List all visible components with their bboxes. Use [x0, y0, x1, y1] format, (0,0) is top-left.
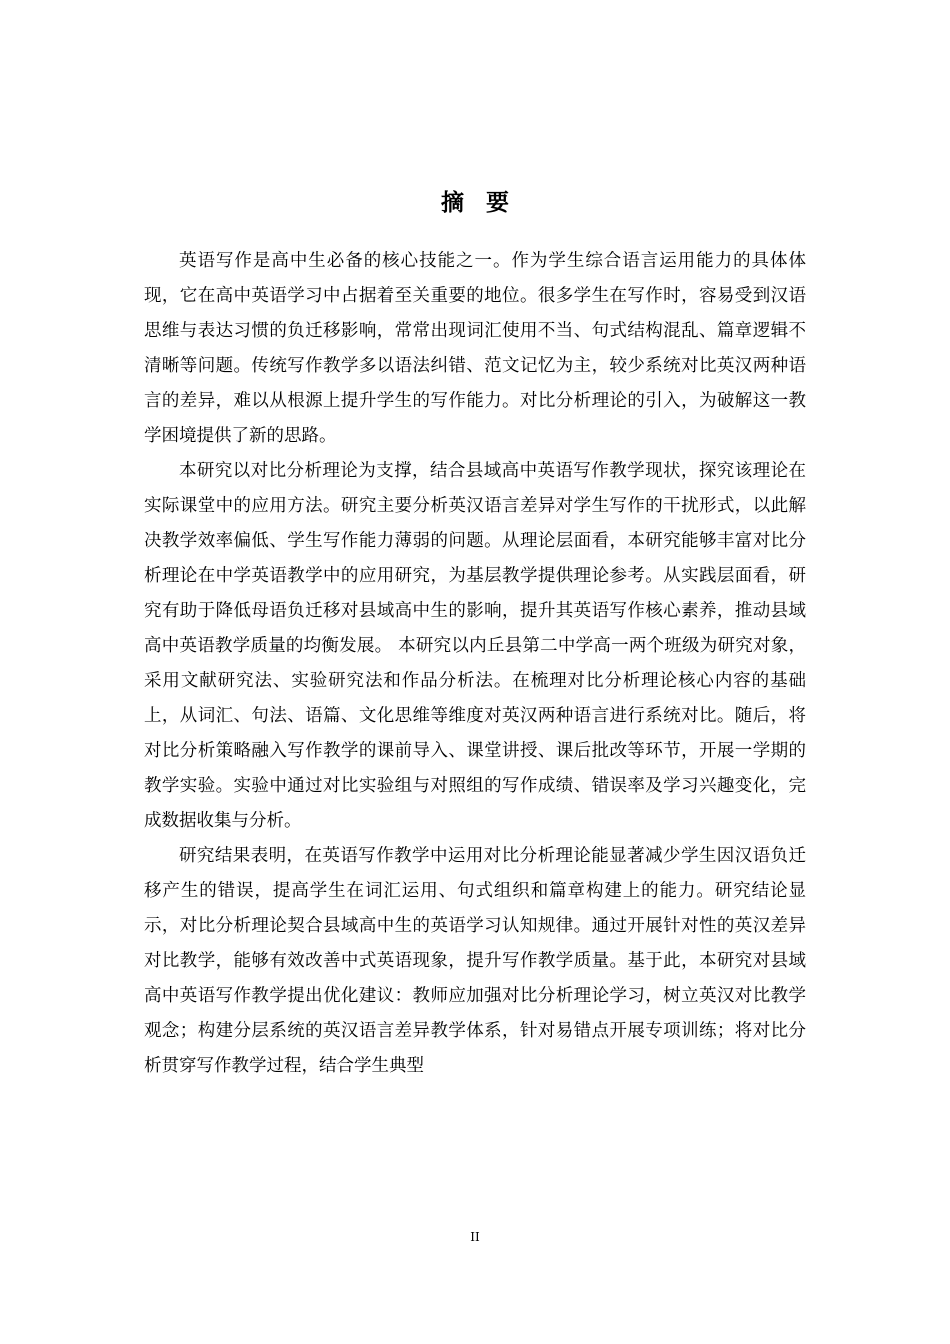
abstract-paragraph-1: 英语写作是高中生必备的核心技能之一。作为学生综合语言运用能力的具体体现，它在高中英语学习中占据着至关重要的地位。很多学生在写作时，容易受到汉语思维与表达习惯的负迁移影响，常常出现词汇使用不当、句式结构混乱、篇章逻辑不清晰等问题。传统写作教学多以语法纠错、范文记忆为主，较少系统对比英汉两种语言的差异，难以从根源上提升学生的写作能力。对比分析理论的引入，为破解这一教学困境提供了新的思路。: [144, 251, 806, 446]
abstract-title: [0, 183, 950, 223]
abstract-title-char-2: 要: [486, 190, 509, 216]
abstract-body: [144, 244, 806, 1084]
abstract-paragraph-2: 本研究以对比分析理论为支撑，结合县域高中英语写作教学现状，探究该理论在实际课堂中的应用方法。研究主要分析英汉语言差异对学生写作的干扰形式，以此解决教学效率偏低、学生写作能力薄弱的问题。从理论层面看，本研究能够丰富对比分析理论在中学英语教学中的应用研究，为基层教学提供理论参考。从实践层面看，研究有助于降低母语负迁移对县域高中生的影响，提升其英语写作核心素养，推动县域高中英语教学质量的均衡发展。 本研究以内丘县第二中学高一两个班级为研究对象，采用文献研究法、实验研究法和作品分析法。在梳理对比分析理论核心内容的基础上，从词汇、句法、语篇、文化思维等维度对英汉两种语言进行系统对比。随后，将对比分析策略融入写作教学的课前导入、课堂讲授、课后批改等环节，开展一学期的教学实验。实验中通过对比实验组与对照组的写作成绩、错误率及学习兴趣变化，完成数据收集与分析。: [144, 461, 806, 831]
page-number: II: [470, 1230, 480, 1244]
abstract-paragraph-3: 研究结果表明，在英语写作教学中运用对比分析理论能显著减少学生因汉语负迁移产生的错误，提高学生在词汇运用、句式组织和篇章构建上的能力。研究结论显示，对比分析理论契合县域高中生的英语学习认知规律。通过开展针对性的英汉差异对比教学，能够有效改善中式英语现象，提升写作教学质量。基于此，本研究对县域高中英语写作教学提出优化建议：教师应加强对比分析理论学习，树立英汉对比教学观念；构建分层系统的英汉语言差异教学体系，针对易错点开展专项训练；将对比分析贯穿写作教学过程，结合学生典型: [144, 846, 806, 1076]
abstract-title-char-1: 摘: [441, 190, 464, 216]
